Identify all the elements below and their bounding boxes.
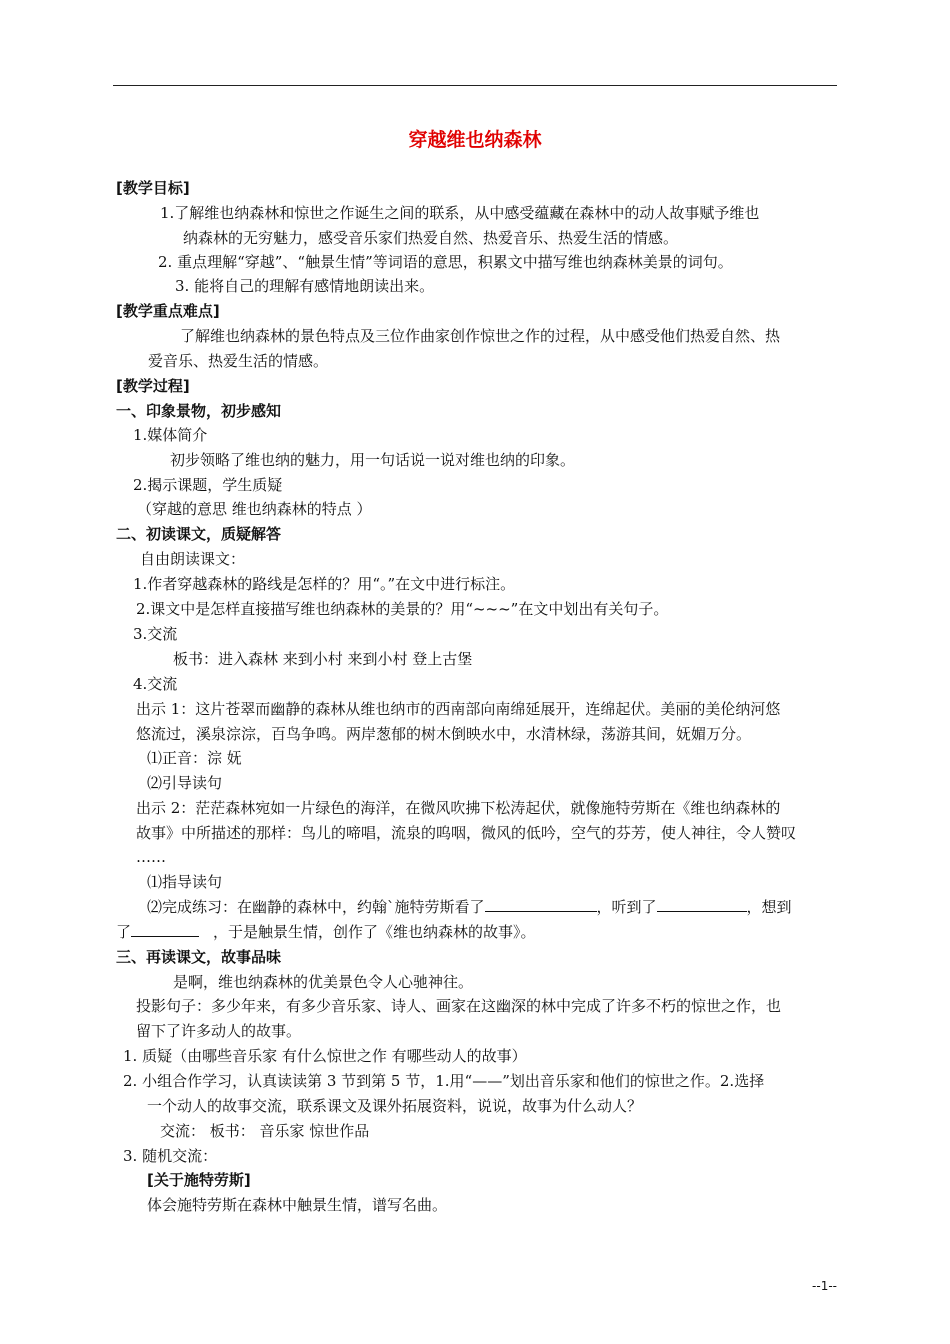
fill-blank[interactable] bbox=[657, 897, 747, 912]
keypoints-heading: [教学重点难点] bbox=[116, 302, 220, 320]
keypoints-line-1: 了解维也纳森林的景色特点及三位作曲家创作惊世之作的过程，从中感受他们热爱自然、热 bbox=[180, 327, 781, 345]
goals-heading: [教学目标] bbox=[116, 179, 190, 197]
s2-line: 1.作者穿越森林的路线是怎样的？用“。”在文中进行标注。 bbox=[133, 575, 516, 593]
s1-line: 初步领略了维也纳的魅力，用一句话说一说对维也纳的印象。 bbox=[170, 451, 576, 469]
exercise-text: ，听到了 bbox=[596, 898, 657, 916]
board-notes: 板书：进入森林 来到小村 来到小村 登上古堡 bbox=[173, 650, 473, 668]
section-2-heading: 二、初读课文，质疑解答 bbox=[116, 525, 282, 543]
goal-1-line-1: 1.了解维也纳森林和惊世之作诞生之间的联系，从中感受蕴藏在森林中的动人故事赋予维也 bbox=[160, 204, 760, 222]
fill-blank[interactable] bbox=[131, 922, 199, 937]
exercise-text: ，想到 bbox=[746, 898, 792, 916]
s1-line: 2.揭示课题，学生质疑 bbox=[133, 476, 283, 494]
s2-line: ⑴指导读句 bbox=[147, 873, 223, 891]
excerpt-1-line-1: 出示 1：这片苍翠而幽静的森林从维也纳市的西南部向南绵延展开，连绵起伏。美丽的美伦纳河悠 bbox=[136, 700, 781, 718]
section-3-heading: 三、再读课文，故事品味 bbox=[116, 948, 282, 966]
goal-1-line-2: 纳森林的无穷魅力，感受音乐家们热爱自然、热爱音乐、热爱生活的情感。 bbox=[183, 229, 679, 247]
s2-line: 2.课文中是怎样直接描写维也纳森林的美景的？用“~~~”在文中划出有关句子。 bbox=[136, 600, 669, 618]
s3-line: 3. 随机交流： bbox=[123, 1147, 218, 1165]
s2-line: ⑴正音：淙 妩 bbox=[147, 749, 242, 767]
page-number: --1-- bbox=[812, 1279, 837, 1293]
s3-line: 1. 质疑（由哪些音乐家 有什么惊世之作 有哪些动人的故事） bbox=[123, 1047, 527, 1065]
section-1-heading: 一、印象景物，初步感知 bbox=[116, 402, 282, 420]
exercise-text: ，于是触景生情，创作了《维也纳森林的故事》。 bbox=[213, 923, 536, 941]
excerpt-2-line-2: 故事》中所描述的那样：鸟儿的啼唱，流泉的呜咽，微风的低吟，空气的芬芳，使人神往，令人赞叹 bbox=[136, 824, 797, 842]
s1-line: 1.媒体简介 bbox=[133, 426, 208, 444]
goal-3: 3. 能将自己的理解有感情地朗读出来。 bbox=[175, 277, 435, 295]
s1-line: （穿越的意思 维也纳森林的特点 ） bbox=[137, 500, 372, 518]
header-rule bbox=[113, 85, 837, 86]
exercise-text: ⑵完成练习：在幽静的森林中，约翰`施特劳斯看了 bbox=[147, 898, 485, 916]
exercise-text: 了 bbox=[116, 923, 132, 941]
s3-line: 2. 小组合作学习，认真读读第 3 节到第 5 节，1.用“——”划出音乐家和他们的惊世之作。2.选择 bbox=[123, 1072, 765, 1090]
s2-line: 3.交流 bbox=[133, 625, 178, 643]
s3-line: 是啊，维也纳森林的优美景色令人心驰神往。 bbox=[173, 973, 474, 991]
fill-blank[interactable] bbox=[485, 897, 597, 912]
page-title: 穿越维也纳森林 bbox=[408, 129, 542, 151]
ellipsis: …… bbox=[136, 848, 166, 866]
goal-2: 2. 重点理解“穿越”、“触景生情”等词语的意思，积累文中描写维也纳森林美景的词句。 bbox=[158, 253, 733, 271]
process-heading: [教学过程] bbox=[116, 377, 190, 395]
exercise-line-1 bbox=[147, 897, 792, 917]
s3-line: 留下了许多动人的故事。 bbox=[136, 1022, 302, 1040]
keypoints-line-2: 爱音乐、热爱生活的情感。 bbox=[148, 352, 329, 370]
s3-line: 交流： 板书： 音乐家 惊世作品 bbox=[160, 1122, 370, 1140]
excerpt-2-line-1: 出示 2：茫茫森林宛如一片绿色的海洋，在微风吹拂下松涛起伏，就像施特劳斯在《维也纳森林的 bbox=[136, 799, 781, 817]
s3-line: 一个动人的故事交流，联系课文及课外拓展资料，说说，故事为什么动人？ bbox=[147, 1097, 643, 1115]
s3-line: 投影句子：多少年来，有多少音乐家、诗人、画家在这幽深的林中完成了许多不朽的惊世之作，也 bbox=[136, 997, 782, 1015]
exercise-line-2 bbox=[116, 922, 536, 942]
excerpt-1-line-2: 悠流过，溪泉淙淙，百鸟争鸣。两岸葱郁的树木倒映水中，水清林绿，荡游其间，妩媚万分。 bbox=[136, 725, 752, 743]
s2-line: ⑵引导读句 bbox=[147, 774, 223, 792]
s2-line: 自由朗读课文： bbox=[140, 550, 246, 568]
s3-line: 体会施特劳斯在森林中触景生情，谱写名曲。 bbox=[147, 1196, 448, 1214]
strauss-heading: [关于施特劳斯] bbox=[147, 1171, 251, 1189]
s2-line: 4.交流 bbox=[133, 675, 178, 693]
